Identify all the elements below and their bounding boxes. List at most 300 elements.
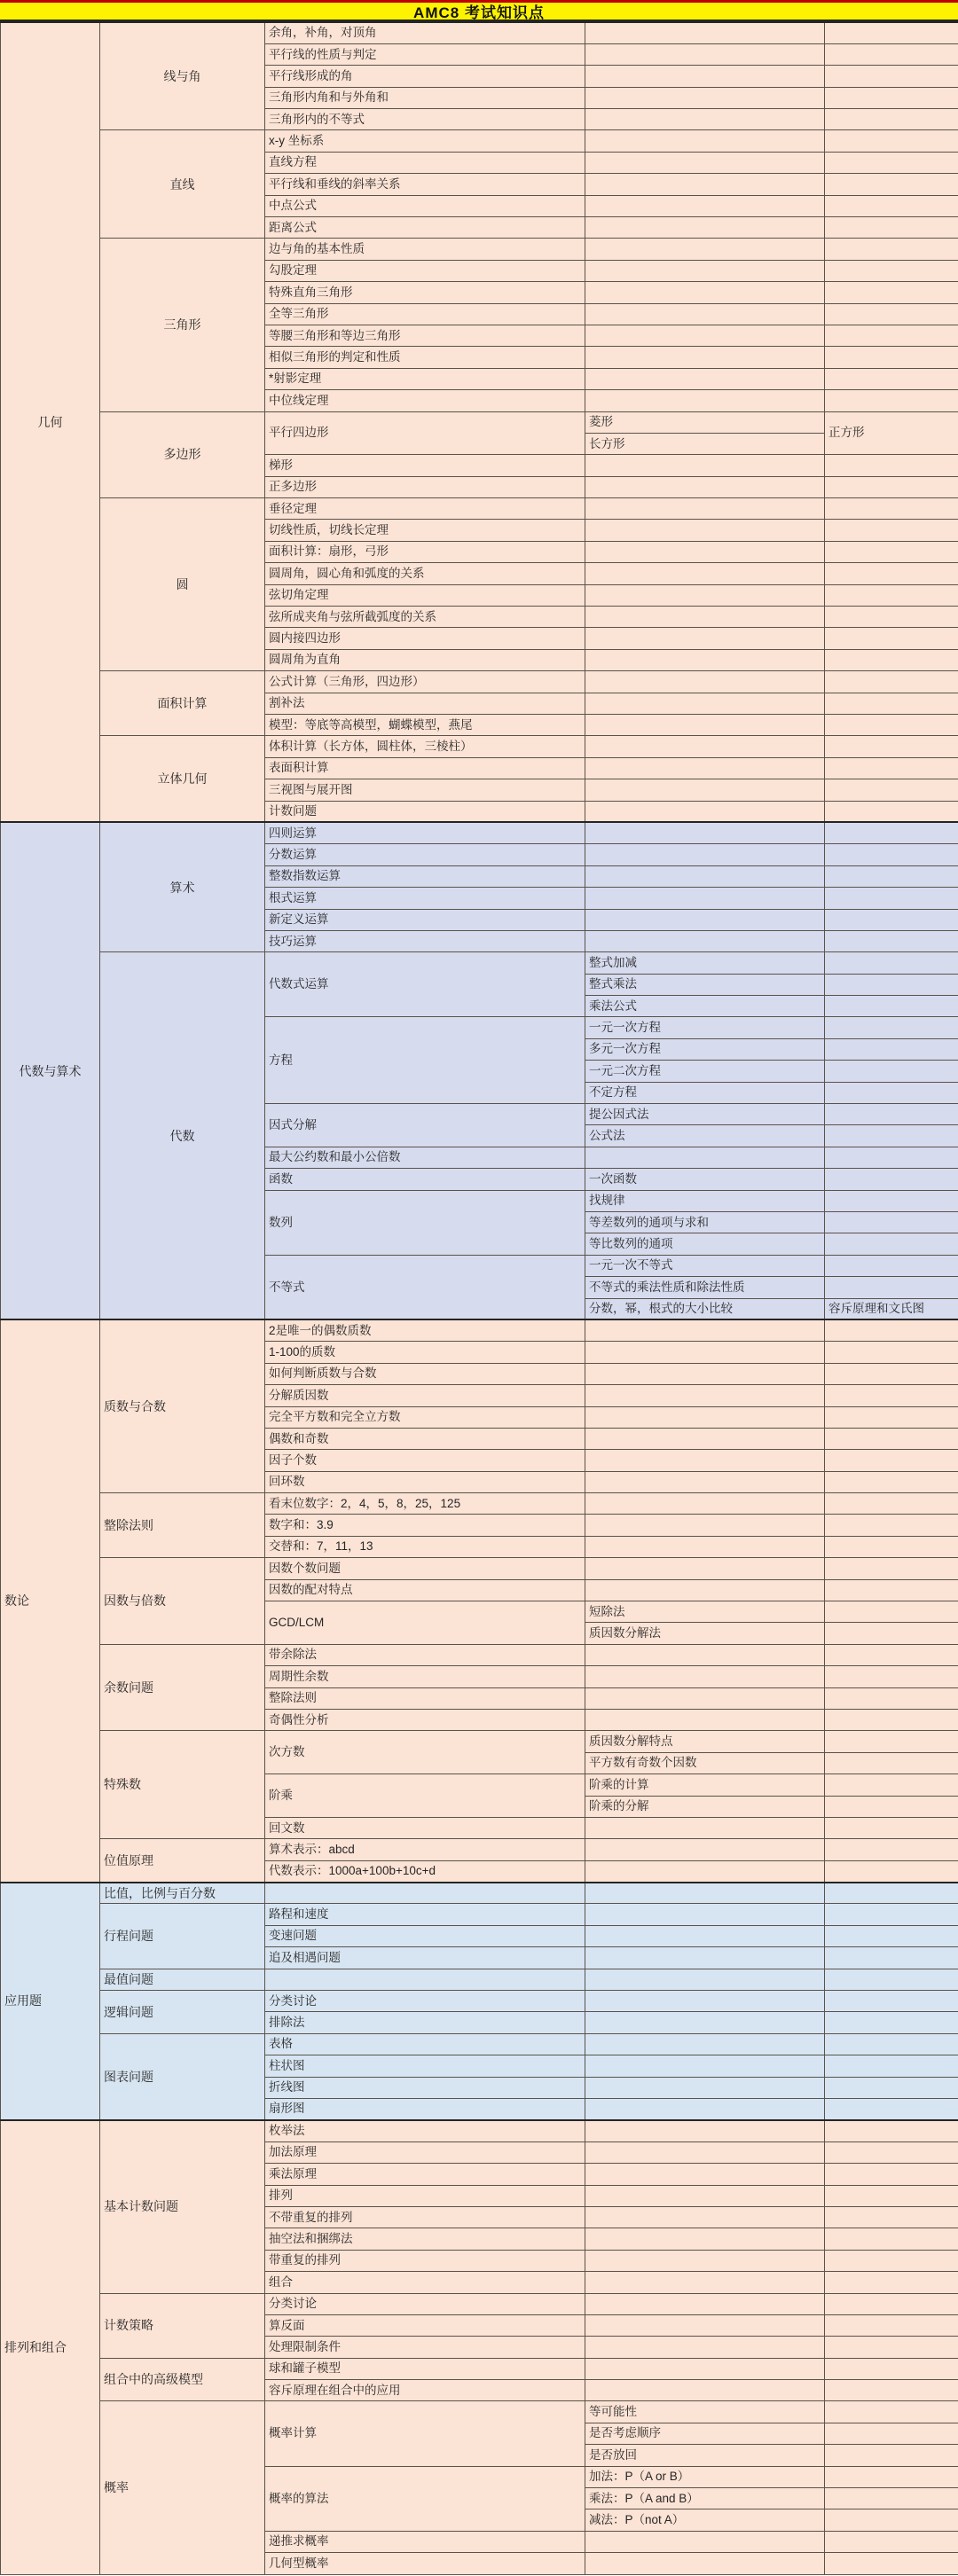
topic-cell: 处理限制条件 [265, 2337, 585, 2358]
subtopic-cell: 质因数分解特点 [585, 1731, 825, 1752]
note-cell [825, 2099, 958, 2120]
topic-cell: 边与角的基本性质 [265, 239, 585, 260]
note-cell [825, 130, 958, 152]
table-row [1, 1969, 958, 1990]
topic-cell: 排列 [265, 2185, 585, 2206]
subtopic-cell [585, 2077, 825, 2098]
note-cell [825, 2531, 958, 2552]
subtopic-cell [585, 563, 825, 584]
group-cell: 算术 [100, 822, 265, 951]
note-cell [825, 2337, 958, 2358]
note-cell [825, 2033, 958, 2055]
subtopic-cell [585, 671, 825, 693]
note-cell [825, 888, 958, 909]
topic-cell: 带重复的排列 [265, 2250, 585, 2271]
subtopic-cell [585, 693, 825, 714]
subtopic-cell [585, 779, 825, 801]
note-cell [825, 1082, 958, 1103]
note-cell [825, 1450, 958, 1471]
note-cell [825, 1752, 958, 1773]
topic-cell: 分数运算 [265, 844, 585, 865]
table-row [1, 1319, 958, 1341]
subtopic-cell [585, 239, 825, 260]
topic-cell: 回文数 [265, 1817, 585, 1838]
topic-cell: 三视图与展开图 [265, 779, 585, 801]
topic-cell [265, 1883, 585, 1904]
table-row [1, 2401, 958, 2423]
topic-cell: 乘法原理 [265, 2164, 585, 2185]
subtopic-cell [585, 541, 825, 562]
subtopic-cell [585, 2099, 825, 2120]
note-cell [825, 1428, 958, 1449]
topic-cell: 追及相遇问题 [265, 1947, 585, 1969]
topic-cell: 代数表示：1000a+100b+10c+d [265, 1860, 585, 1882]
topic-cell: 折线图 [265, 2077, 585, 2098]
topic-cell: 因式分解 [265, 1104, 585, 1147]
subtopic-cell [585, 22, 825, 43]
subtopic-cell [585, 368, 825, 389]
subtopic-cell: 公式法 [585, 1125, 825, 1147]
note-cell [825, 541, 958, 562]
note-cell [825, 844, 958, 865]
subtopic-cell [585, 1450, 825, 1471]
note-cell: 正方形 [825, 411, 958, 455]
topic-cell: 2是唯一的偶数质数 [265, 1319, 585, 1341]
topic-cell: 几何型概率 [265, 2553, 585, 2574]
note-cell [825, 1104, 958, 1125]
table-row [1, 2358, 958, 2379]
note-cell [825, 1125, 958, 1147]
topic-cell: 排除法 [265, 2012, 585, 2033]
topic-cell: 回环数 [265, 1471, 585, 1492]
subtopic-cell [585, 2250, 825, 2271]
subtopic-cell [585, 1363, 825, 1384]
note-cell [825, 368, 958, 389]
subtopic-cell [585, 1428, 825, 1449]
knowledge-table [0, 21, 958, 2575]
subtopic-cell [585, 217, 825, 239]
topic-cell: 表格 [265, 2033, 585, 2055]
group-cell: 面积计算 [100, 671, 265, 736]
topic-cell: 整除法则 [265, 1687, 585, 1709]
topic-cell: 特殊直角三角形 [265, 282, 585, 303]
note-cell [825, 1623, 958, 1644]
note-cell [825, 952, 958, 974]
subtopic-cell [585, 520, 825, 541]
note-cell [825, 2164, 958, 2185]
topic-cell: 看末位数字：2，4，5，8，25，125 [265, 1493, 585, 1515]
note-cell [825, 390, 958, 411]
subtopic-cell [585, 152, 825, 173]
note-cell [825, 347, 958, 368]
note-cell [825, 1385, 958, 1406]
topic-cell: GCD/LCM [265, 1601, 585, 1645]
topic-cell: 路程和速度 [265, 1904, 585, 1925]
section-cell: 应用题 [1, 1883, 100, 2120]
group-cell: 图表问题 [100, 2033, 265, 2120]
note-cell [825, 2401, 958, 2423]
subtopic-cell: 平方数有奇数个因数 [585, 1752, 825, 1773]
subtopic-cell: 等差数列的通项与求和 [585, 1211, 825, 1233]
note-cell [825, 2228, 958, 2250]
table-row [1, 671, 958, 693]
table-row [1, 130, 958, 152]
group-cell: 特殊数 [100, 1731, 265, 1839]
subtopic-cell [585, 2293, 825, 2314]
subtopic-cell [585, 628, 825, 649]
note-cell [825, 1817, 958, 1838]
note-cell [825, 1969, 958, 1990]
topic-cell: 偶数和奇数 [265, 1428, 585, 1449]
subtopic-cell [585, 1969, 825, 1990]
note-cell [825, 2423, 958, 2444]
subtopic-cell: 长方形 [585, 433, 825, 454]
group-cell: 质数与合数 [100, 1319, 265, 1492]
topic-cell: 组合 [265, 2272, 585, 2293]
note-cell [825, 1038, 958, 1060]
note-cell [825, 239, 958, 260]
subtopic-cell [585, 607, 825, 628]
topic-cell: 圆内接四边形 [265, 628, 585, 649]
table-row [1, 1883, 958, 1904]
subtopic-cell [585, 865, 825, 887]
topic-cell: 1-100的质数 [265, 1342, 585, 1363]
note-cell [825, 1644, 958, 1665]
subtopic-cell [585, 844, 825, 865]
subtopic-cell [585, 282, 825, 303]
topic-cell: 最大公约数和最小公倍数 [265, 1147, 585, 1168]
topic-cell: 奇偶性分析 [265, 1709, 585, 1730]
topic-cell: 垂径定理 [265, 498, 585, 520]
subtopic-cell: 乘法：P（A and B） [585, 2488, 825, 2509]
topic-cell: 算术表示：abcd [265, 1839, 585, 1860]
note-cell [825, 2055, 958, 2077]
subtopic-cell [585, 1925, 825, 1946]
note-cell [825, 2272, 958, 2293]
note-cell [825, 1363, 958, 1384]
subtopic-cell [585, 2314, 825, 2336]
table-row [1, 1644, 958, 1665]
subtopic-cell [585, 174, 825, 195]
table-row [1, 22, 958, 43]
note-cell [825, 1579, 958, 1601]
group-cell: 因数与倍数 [100, 1558, 265, 1645]
subtopic-cell [585, 822, 825, 843]
topic-cell: 全等三角形 [265, 303, 585, 325]
note-cell [825, 563, 958, 584]
subtopic-cell: 阶乘的计算 [585, 1774, 825, 1796]
subtopic-cell [585, 1991, 825, 2012]
note-cell [825, 1233, 958, 1255]
note-cell [825, 2445, 958, 2466]
topic-cell: 切线性质，切线长定理 [265, 520, 585, 541]
note-cell [825, 1860, 958, 1882]
subtopic-cell [585, 347, 825, 368]
subtopic-cell [585, 195, 825, 216]
subtopic-cell [585, 757, 825, 779]
table-row [1, 239, 958, 260]
note-cell [825, 1536, 958, 1557]
subtopic-cell [585, 476, 825, 497]
topic-cell: 三角形内角和与外角和 [265, 87, 585, 108]
subtopic-cell [585, 736, 825, 757]
note-cell [825, 779, 958, 801]
subtopic-cell [585, 1883, 825, 1904]
topic-cell: 概率计算 [265, 2401, 585, 2466]
subtopic-cell [585, 66, 825, 87]
subtopic-cell: 菱形 [585, 411, 825, 433]
note-cell [825, 303, 958, 325]
subtopic-cell: 是否放回 [585, 2445, 825, 2466]
subtopic-cell [585, 2141, 825, 2163]
note-cell [825, 1406, 958, 1428]
subtopic-cell [585, 1536, 825, 1557]
topic-cell: 变速问题 [265, 1925, 585, 1946]
subtopic-cell: 找规律 [585, 1190, 825, 1211]
subtopic-cell: 整式加减 [585, 952, 825, 974]
subtopic-cell [585, 930, 825, 951]
note-cell [825, 520, 958, 541]
table-row [1, 1904, 958, 1925]
table-row [1, 736, 958, 757]
subtopic-cell [585, 1644, 825, 1665]
note-cell [825, 649, 958, 670]
note-cell [825, 260, 958, 281]
topic-cell: 公式计算（三角形，四边形） [265, 671, 585, 693]
topic-cell: 余角，补角，对顶角 [265, 22, 585, 43]
topic-cell: 正多边形 [265, 476, 585, 497]
note-cell [825, 195, 958, 216]
note-cell [825, 2314, 958, 2336]
subtopic-cell [585, 87, 825, 108]
topic-cell [265, 1969, 585, 1990]
subtopic-cell: 质因数分解法 [585, 1623, 825, 1644]
subtopic-cell [585, 1558, 825, 1579]
note-cell [825, 1169, 958, 1190]
subtopic-cell [585, 1839, 825, 1860]
note-cell [825, 974, 958, 995]
subtopic-cell: 一元一次方程 [585, 1017, 825, 1038]
topic-cell: 体积计算（长方体，圆柱体，三棱柱） [265, 736, 585, 757]
note-cell [825, 1190, 958, 1211]
topic-cell: 数字和：3.9 [265, 1515, 585, 1536]
group-cell: 组合中的高级模型 [100, 2358, 265, 2401]
subtopic-cell [585, 1471, 825, 1492]
topic-cell: 完全平方数和完全立方数 [265, 1406, 585, 1428]
note-cell [825, 996, 958, 1017]
subtopic-cell: 提公因式法 [585, 1104, 825, 1125]
subtopic-cell [585, 2380, 825, 2401]
subtopic-cell: 不定方程 [585, 1082, 825, 1103]
group-cell: 代数 [100, 952, 265, 1320]
note-cell [825, 1774, 958, 1796]
note-cell [825, 476, 958, 497]
table-row [1, 1991, 958, 2012]
note-cell [825, 1061, 958, 1082]
note-cell [825, 1991, 958, 2012]
topic-cell: 距离公式 [265, 217, 585, 239]
topic-cell: 周期性余数 [265, 1666, 585, 1687]
group-cell: 多边形 [100, 411, 265, 498]
note-cell [825, 584, 958, 606]
note-cell [825, 628, 958, 649]
topic-cell: 弦所成夹角与弦所截弧度的关系 [265, 607, 585, 628]
topic-cell: 算反面 [265, 2314, 585, 2336]
topic-cell: 容斥原理在组合中的应用 [265, 2380, 585, 2401]
subtopic-cell [585, 2358, 825, 2379]
topic-cell: 新定义运算 [265, 909, 585, 930]
subtopic-cell [585, 1319, 825, 1341]
subtopic-cell [585, 109, 825, 130]
topic-cell: 平行线形成的角 [265, 66, 585, 87]
section-cell: 代数与算术 [1, 822, 100, 1319]
note-cell [825, 1687, 958, 1709]
subtopic-cell [585, 649, 825, 670]
topic-cell: 面积计算：扇形，弓形 [265, 541, 585, 562]
note-cell [825, 2012, 958, 2033]
subtopic-cell: 多元一次方程 [585, 1038, 825, 1060]
group-cell: 线与角 [100, 22, 265, 130]
note-cell [825, 909, 958, 930]
subtopic-cell [585, 801, 825, 822]
group-cell: 位值原理 [100, 1839, 265, 1883]
subtopic-cell: 等可能性 [585, 2401, 825, 2423]
subtopic-cell [585, 2272, 825, 2293]
subtopic-cell: 减法：P（not A） [585, 2509, 825, 2531]
topic-cell: 平行线的性质与判定 [265, 43, 585, 65]
note-cell [825, 1017, 958, 1038]
topic-cell: 平行线和垂线的斜率关系 [265, 174, 585, 195]
topic-cell: 带余除法 [265, 1644, 585, 1665]
subtopic-cell [585, 2228, 825, 2250]
topic-cell: 圆周角为直角 [265, 649, 585, 670]
note-cell [825, 1947, 958, 1969]
subtopic-cell: 短除法 [585, 1601, 825, 1623]
subtopic-cell: 阶乘的分解 [585, 1796, 825, 1817]
topic-cell: 不带重复的排列 [265, 2206, 585, 2228]
topic-cell: 平行四边形 [265, 411, 585, 455]
topic-cell: 分解质因数 [265, 1385, 585, 1406]
topic-cell: 梯形 [265, 455, 585, 476]
subtopic-cell [585, 1342, 825, 1363]
table-row [1, 1839, 958, 1860]
topic-cell: 柱状图 [265, 2055, 585, 2077]
note-cell [825, 1255, 958, 1276]
note-cell [825, 2077, 958, 2098]
note-cell [825, 715, 958, 736]
table-row [1, 822, 958, 843]
topic-cell: 枚举法 [265, 2120, 585, 2141]
section-cell: 几何 [1, 22, 100, 822]
group-cell: 基本计数问题 [100, 2120, 265, 2293]
note-cell [825, 801, 958, 822]
note-cell [825, 671, 958, 693]
subtopic-cell [585, 1515, 825, 1536]
subtopic-cell [585, 2033, 825, 2055]
section-cell: 数论 [1, 1319, 100, 1882]
topic-cell: 表面积计算 [265, 757, 585, 779]
group-cell: 最值问题 [100, 1969, 265, 1990]
page-title: AMC8 考试知识点 [0, 0, 958, 21]
subtopic-cell [585, 325, 825, 346]
group-cell: 比值，比例与百分数 [100, 1883, 265, 1904]
topic-cell: 勾股定理 [265, 260, 585, 281]
note-cell [825, 325, 958, 346]
table-row [1, 2033, 958, 2055]
topic-cell: 圆周角，圆心角和弧度的关系 [265, 563, 585, 584]
note-cell [825, 2141, 958, 2163]
note-cell [825, 2185, 958, 2206]
group-cell: 整除法则 [100, 1493, 265, 1558]
topic-cell: 代数式运算 [265, 952, 585, 1017]
subtopic-cell [585, 909, 825, 930]
note-cell [825, 1471, 958, 1492]
subtopic-cell [585, 1493, 825, 1515]
table-row [1, 498, 958, 520]
subtopic-cell [585, 260, 825, 281]
subtopic-cell [585, 498, 825, 520]
table-row [1, 1731, 958, 1752]
topic-cell: 三角形内的不等式 [265, 109, 585, 130]
note-cell [825, 174, 958, 195]
topic-cell: 相似三角形的判定和性质 [265, 347, 585, 368]
note-cell [825, 1277, 958, 1298]
note-cell [825, 282, 958, 303]
note-cell [825, 2120, 958, 2141]
topic-cell: 模型：等底等高模型，蝴蝶模型，燕尾 [265, 715, 585, 736]
topic-cell: 弦切角定理 [265, 584, 585, 606]
note-cell [825, 87, 958, 108]
topic-cell: 扇形图 [265, 2099, 585, 2120]
subtopic-cell [585, 1147, 825, 1168]
note-cell [825, 1839, 958, 1860]
note-cell [825, 607, 958, 628]
topic-cell: 球和罐子模型 [265, 2358, 585, 2379]
group-cell: 立体几何 [100, 736, 265, 823]
note-cell [825, 1796, 958, 1817]
subtopic-cell: 乘法公式 [585, 996, 825, 1017]
subtopic-cell [585, 584, 825, 606]
note-cell [825, 865, 958, 887]
topic-cell: x-y 坐标系 [265, 130, 585, 152]
subtopic-cell: 一元二次方程 [585, 1061, 825, 1082]
subtopic-cell [585, 2012, 825, 2033]
note-cell [825, 2250, 958, 2271]
note-cell [825, 1601, 958, 1623]
subtopic-cell: 等比数列的通项 [585, 1233, 825, 1255]
note-cell [825, 1731, 958, 1752]
note-cell [825, 43, 958, 65]
subtopic-cell [585, 1817, 825, 1838]
table-row [1, 952, 958, 974]
note-cell: 容斥原理和文氏图 [825, 1298, 958, 1319]
subtopic-cell: 一次函数 [585, 1169, 825, 1190]
topic-cell: 加法原理 [265, 2141, 585, 2163]
note-cell [825, 2488, 958, 2509]
subtopic-cell [585, 1579, 825, 1601]
subtopic-cell [585, 2055, 825, 2077]
topic-cell: 数列 [265, 1190, 585, 1255]
note-cell [825, 152, 958, 173]
topic-cell: 计数问题 [265, 801, 585, 822]
topic-cell: 递推求概率 [265, 2531, 585, 2552]
note-cell [825, 736, 958, 757]
note-cell [825, 1558, 958, 1579]
topic-cell: 技巧运算 [265, 930, 585, 951]
topic-cell: 中位线定理 [265, 390, 585, 411]
group-cell: 三角形 [100, 239, 265, 411]
subtopic-cell [585, 130, 825, 152]
